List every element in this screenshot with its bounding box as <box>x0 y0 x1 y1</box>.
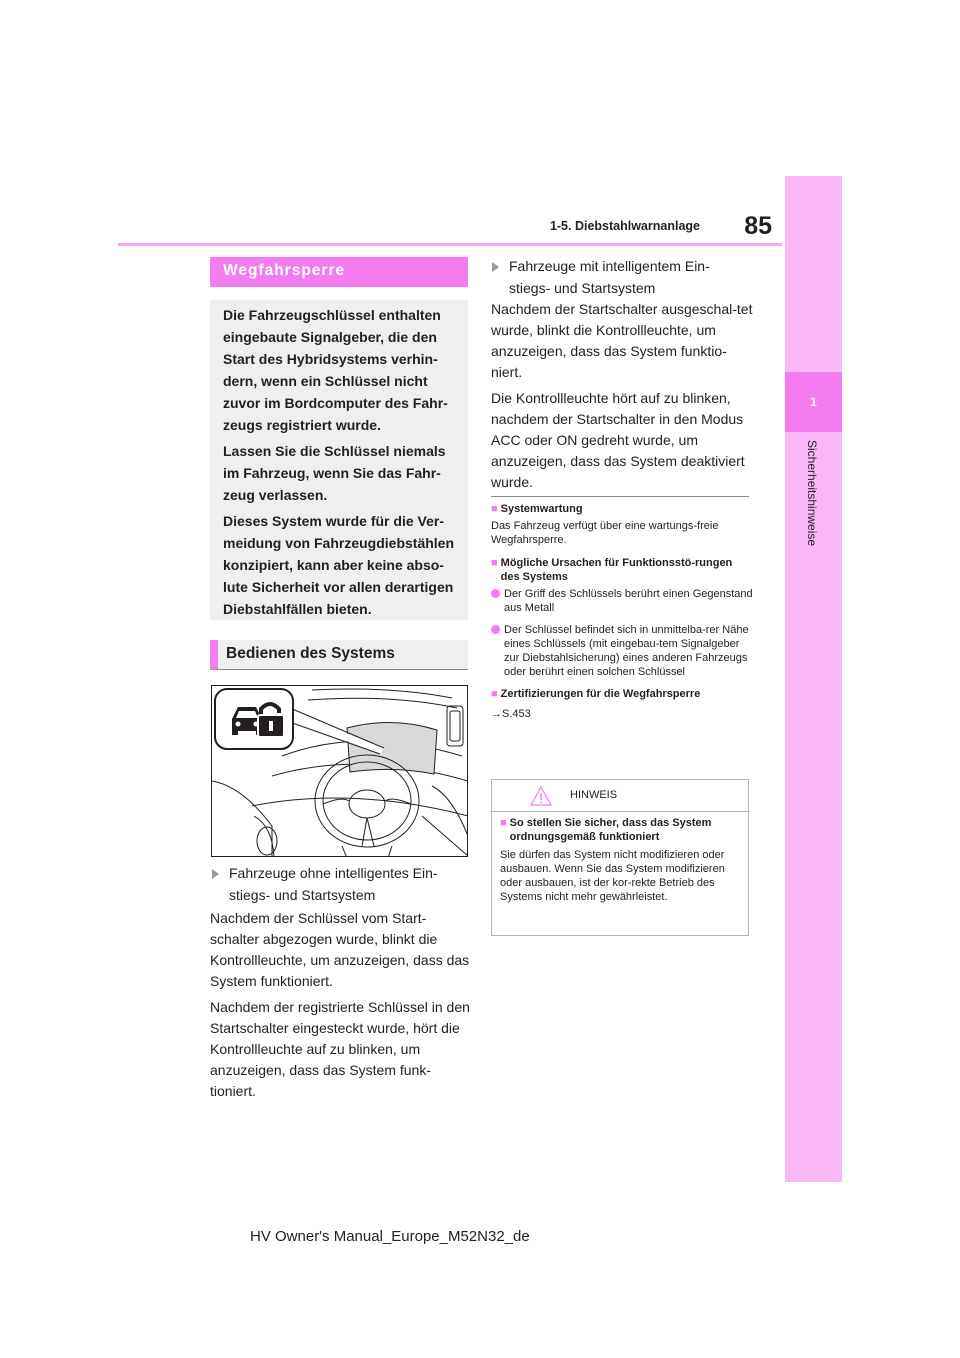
note-heading <box>491 556 753 584</box>
body-paragraph: Die Kontrollleuchte hört auf zu blinken, nachdem der Startschalter in den Modus ACC oder ON gedreht wurde, um anzuzeigen, dass das System deaktiviert wurde. <box>491 390 745 490</box>
footer-manual-id: HV Owner's Manual_Europe_M52N32_de <box>250 1228 530 1245</box>
note-item-text: Der Griff des Schlüssels berührt einen Gegenstand aus Metall <box>504 588 753 614</box>
bullet-line: Fahrzeuge ohne intelligentes Ein- <box>229 865 438 881</box>
note-item <box>491 623 753 679</box>
triangle-bullet-icon <box>212 869 219 879</box>
info-paragraph: Die Fahrzeugschlüssel enthalten eingebaute Signalgeber, die den Start des Hybridsystems verhin-dern, wenn ein Schlüssel nicht zuvor im Bordcomputer des Fahr-zeugs registriert wurde. <box>223 307 448 433</box>
bullet-line: stiegs- und Startsystem <box>509 280 656 296</box>
subheading-bedienen: Bedienen des Systems <box>210 640 468 670</box>
hinweis-label: HINWEIS <box>570 789 618 801</box>
info-box <box>210 300 468 620</box>
section-heading-wegfahrsperre: Wegfahrsperre <box>210 257 468 287</box>
note-heading-text: Systemwartung <box>500 503 583 515</box>
note-heading-text: Mögliche Ursachen für Funktionsstö-rungen des Systems <box>500 557 733 583</box>
circle-bullet-icon <box>491 589 500 598</box>
body-paragraph: Nachdem der Startschalter ausgeschal-tet wurde, blinkt die Kontrollleuchte, um anzuzeigen, dass das System funktio-niert. <box>491 301 753 380</box>
hinweis-text: Sie dürfen das System nicht modifizieren oder ausbauen. Wenn Sie das System modifizieren oder ausbauen, ist der kor-rekte Betrieb des Systems nicht mehr gewährleistet. <box>500 849 725 903</box>
note-heading-text: Zertifizierungen für die Wegfahrsperre <box>500 688 701 700</box>
body-paragraph: Nachdem der registrierte Schlüssel in den Startschalter eingesteckt wurde, hört die Kontrollleuchte auf zu blinken, um anzuzeigen, dass das System funk-tioniert. <box>210 999 470 1099</box>
chapter-label: Sicherheitshinweise <box>805 440 819 547</box>
right-body-text <box>491 299 753 498</box>
page-number: 85 <box>744 212 772 240</box>
note-item <box>491 587 753 615</box>
chapter-number-box: 1 <box>785 372 842 432</box>
notes-divider <box>491 496 749 497</box>
body-paragraph: Nachdem der Schlüssel vom Start-schalter abgezogen wurde, blinkt die Kontrollleuchte, um anzuzeigen, dass das System funktioniert. <box>210 910 470 989</box>
warning-triangle-icon <box>530 786 552 806</box>
bullet-line: Fahrzeuge mit intelligentem Ein- <box>509 258 710 274</box>
header-rule <box>118 243 782 246</box>
left-body-text <box>210 908 472 1107</box>
triangle-bullet-icon <box>492 262 499 272</box>
notes-section <box>491 502 753 730</box>
section-title: 1-5. Diebstahlwarnanlage <box>549 219 700 233</box>
bullet-line: stiegs- und Startsystem <box>229 887 376 903</box>
dashboard-illustration <box>211 685 468 857</box>
page-reference-link[interactable]: →S.453 <box>491 708 531 720</box>
hinweis-box <box>491 779 749 936</box>
hinweis-heading-text: So stellen Sie sicher, dass das System ordnungsgemäß funktioniert <box>509 817 712 843</box>
hinweis-header <box>492 780 748 812</box>
square-bullet-icon: ■ <box>491 503 498 515</box>
note-item-text: Der Schlüssel befindet sich in unmittelba-rer Nähe eines Schlüssels (mit eingebau-tem Signalgeber zur Diebstahlsicherung) eines anderen Fahrzeugs oder berührt einen solchen Schlüssel <box>504 624 749 678</box>
car-lock-indicator-icon <box>228 699 286 739</box>
bullet-smart-key <box>492 255 748 299</box>
hinweis-body <box>492 812 748 904</box>
circle-bullet-icon <box>491 625 500 634</box>
note-heading <box>491 502 753 516</box>
info-paragraph: Lassen Sie die Schlüssel niemals im Fahrzeug, wenn Sie das Fahr-zeug verlassen. <box>223 443 446 503</box>
square-bullet-icon: ■ <box>491 557 498 569</box>
square-bullet-icon: ■ <box>491 688 498 700</box>
note-text: Das Fahrzeug verfügt über eine wartungs-freie Wegfahrsperre. <box>491 520 719 546</box>
note-heading <box>491 687 753 701</box>
info-paragraph: Dieses System wurde für die Ver-meidung von Fahrzeugdiebstählen konzipiert, kann aber keine abso-lute Sicherheit vor allen derartigen Diebstahlfällen bieten. <box>223 513 455 617</box>
chapter-side-tab <box>785 176 842 1182</box>
bullet-no-smart-key <box>212 862 468 906</box>
square-bullet-icon: ■ <box>500 817 507 829</box>
hinweis-heading <box>500 816 740 844</box>
